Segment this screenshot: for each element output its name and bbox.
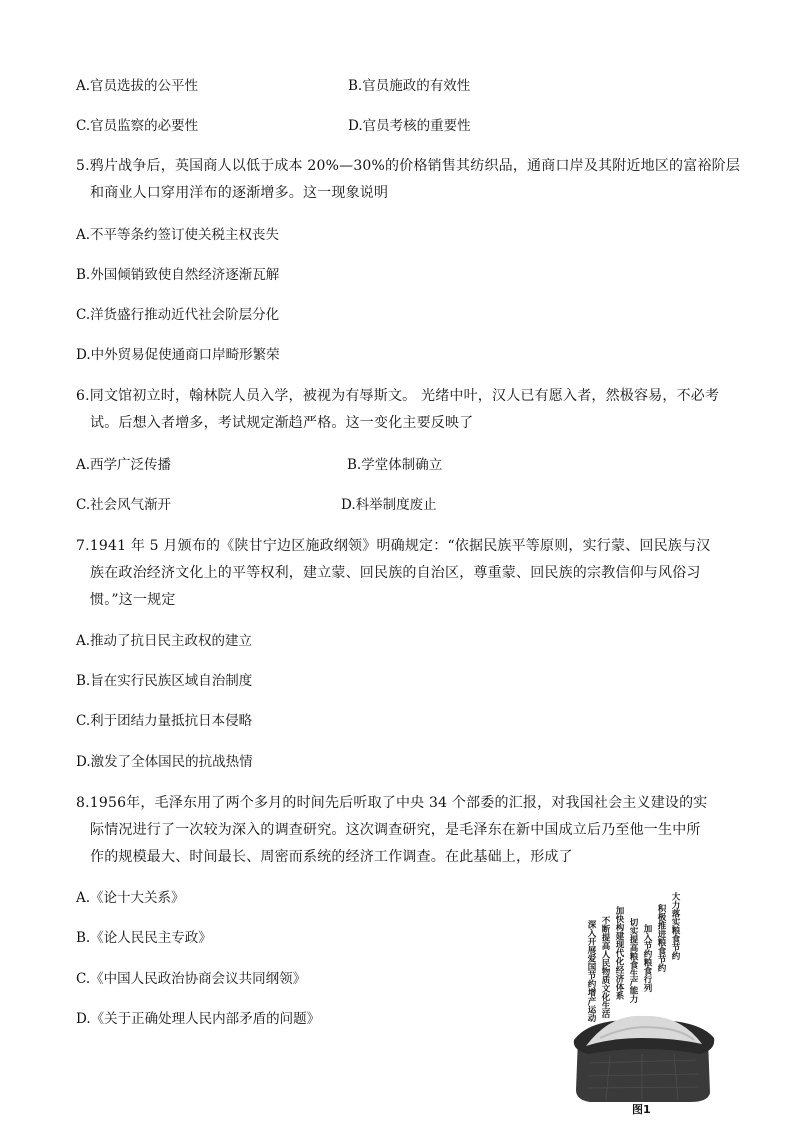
q6-option-d: D.科举制度废止 [341,497,437,513]
poster-slogan-col-6: 积极推进粮食节约 [656,904,666,972]
q8-option-d: D.《关于正确处理人民内部矛盾的问题》 [76,1011,321,1027]
q5-stem-line1: 5.鸦片战争后，英国商人以低于成本 20%—30%的价格销售其纺织品，通商口岸及其附近地区的富裕阶层 [76,158,741,174]
q4-option-a: A.官员选拔的公平性 [76,78,199,94]
poster-slogan-col-3: 加快构建现代化经济体系 [614,906,624,1000]
q8-option-a: A.《论十大关系》 [76,890,185,906]
q7-stem-line3: 惯。”这一规定 [90,592,176,608]
q5-option-c: C.洋货盛行推动近代社会阶层分化 [76,307,280,323]
q5-stem-line2: 和商业人口穿用洋布的逐渐增多。这一现象说明 [90,185,389,201]
q8-option-b: B.《论人民民主专政》 [76,930,212,946]
figure-1-poster [570,888,720,1120]
q4-option-d: D.官员考核的重要性 [348,118,471,134]
q5-option-b: B.外国倾销致使自然经济逐渐瓦解 [76,267,280,283]
q7-option-c: C.利于团结力量抵抗日本侵略 [76,713,253,729]
q4-option-b: B.官员施政的有效性 [348,78,471,94]
grain-sack-illustration [570,888,720,1120]
q4-option-c: C.官员监察的必要性 [76,118,199,134]
q6-option-c: C.社会风气渐开 [76,497,172,513]
q8-stem-line1: 8.1956年，毛泽东用了两个多月的时间先后听取了中央 34 个部委的汇报，对我国社会主义建设的实 [76,795,708,811]
q7-stem-line2: 族在政治经济文化上的平等权利，建立蒙、回民族的自治区，尊重蒙、回民族的宗教信仰与风俗习 [90,565,701,581]
q8-option-c: C.《中国人民政治协商会议共同纲领》 [76,971,307,987]
q6-option-a: A.西学广泛传播 [76,457,172,473]
q8-stem-line2: 际情况进行了一次较为深入的调查研究。这次调查研究，是毛泽东在新中国成立后乃至他一生中所 [90,822,701,838]
poster-slogan-col-4: 切实提高粮食生产能力 [628,918,638,1003]
q7-option-a: A.推动了抗日民主政权的建立 [76,633,253,649]
q5-option-d: D.中外贸易促使通商口岸畸形繁荣 [76,347,280,363]
q7-stem-line1: 7.1941 年 5 月颁布的《陕甘宁边区施政纲领》明确规定：“依据民族平等原则，实行蒙、回民族与汉 [76,538,711,554]
q7-option-d: D.激发了全体国民的抗战热情 [76,754,253,770]
q8-stem-line3: 作的规模最大、时间最长、周密而系统的经济工作调查。在此基础上，形成了 [90,849,573,865]
poster-slogan-col-1: 深入开展爱国节约增产运动 [586,920,596,1022]
figure-1-caption: 图1 [632,1103,651,1116]
poster-slogan-col-7: 大力落实粮食节约 [670,892,680,960]
poster-slogan-col-5: 加入节约粮食行列 [642,924,652,992]
q6-stem-line2: 试。后想入者增多，考试规定渐趋严格。这一变化主要反映了 [90,415,474,431]
q6-stem-line1: 6.同文馆初立时，翰林院人员入学，被视为有辱斯文。 光绪中叶，汉人已有愿入者，然极容易，不必考 [76,388,720,404]
q7-option-b: B.旨在实行民族区域自治制度 [76,673,253,689]
q6-option-b: B.学堂体制确立 [347,457,443,473]
poster-slogan-col-2: 不断提高人民物质文化生活 [600,916,610,1018]
q5-option-a: A.不平等条约签订使关税主权丧失 [76,227,280,243]
